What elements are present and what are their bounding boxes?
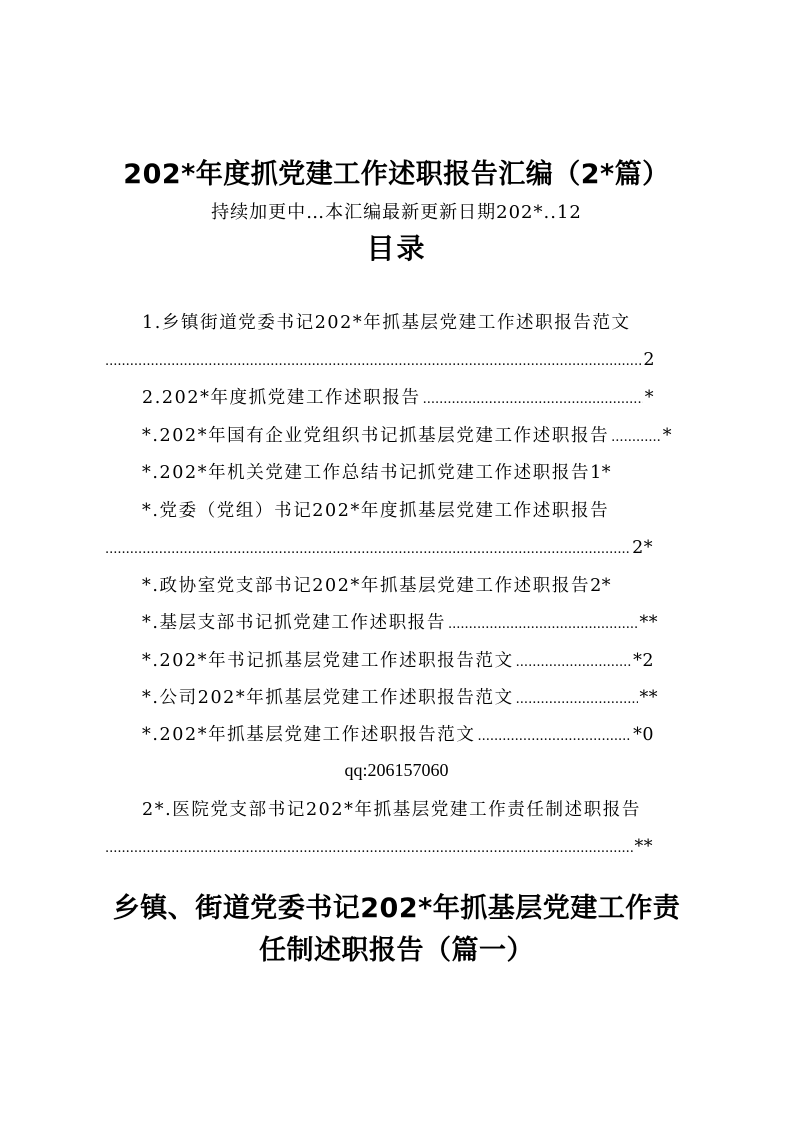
section-title — [60, 888, 733, 972]
toc-leader-dots — [105, 539, 630, 561]
toc-entry-continuation[interactable] — [103, 349, 655, 373]
update-note: 持续加更中…本汇编最新更新日期202*..12 — [211, 202, 582, 223]
toc-page-number: 2* — [590, 576, 611, 596]
toc-entry[interactable] — [142, 425, 672, 449]
toc-page-number: * — [644, 388, 654, 408]
toc-leader-dots — [516, 689, 638, 711]
toc-entry[interactable] — [142, 612, 658, 636]
toc-entry[interactable] — [142, 687, 658, 711]
toc-leader-dots — [105, 838, 633, 860]
toc-entry[interactable] — [142, 650, 654, 674]
toc-entry-text: *.202*年书记抓基层党建工作述职报告范文 — [142, 651, 514, 671]
toc-entry-continuation[interactable] — [103, 836, 653, 860]
toc-entry[interactable] — [142, 387, 654, 411]
toc-entry-text: *.党委（党组）书记202*年度抓基层党建工作述职报告 — [142, 501, 610, 521]
toc-entry-text: 1.乡镇街道党委书记202*年抓基层党建工作述职报告范文 — [142, 313, 631, 333]
toc-entry-text: 2*.医院党支部书记202*年抓基层党建工作责任制述职报告 — [142, 800, 641, 820]
toc-page-number: * — [662, 426, 672, 446]
toc-page-number: *0 — [633, 725, 654, 745]
toc-page-number: ** — [634, 837, 653, 857]
section-title-line: 任制述职报告（篇一） — [259, 935, 534, 966]
toc-entry-text: 2.202*年度抓党建工作述职报告 — [142, 388, 421, 408]
section-title-line: 乡镇、街道党委书记202*年抓基层党建工作责 — [112, 893, 681, 924]
toc-leader-dots — [423, 389, 643, 411]
toc-entry-text: *.202*年抓基层党建工作述职报告范文 — [142, 725, 476, 745]
toc-entry[interactable] — [142, 462, 660, 484]
toc-page-number: 2 — [643, 350, 655, 370]
toc-page-number: *2 — [633, 651, 654, 671]
toc-entry[interactable] — [142, 724, 654, 748]
toc-entry-text: *.政协室党支部书记202*年抓基层党建工作述职报告 — [142, 576, 591, 596]
document-title: 202*年度抓党建工作述职报告汇编（2*篇） — [123, 159, 670, 190]
toc-page-number: ** — [639, 688, 658, 708]
toc-entry[interactable] — [142, 500, 609, 522]
qq-contact: qq:206157060 — [344, 760, 449, 780]
toc-entry[interactable] — [142, 799, 641, 821]
toc-entry[interactable] — [142, 575, 662, 597]
toc-heading: 目录 — [366, 232, 427, 265]
toc-leader-dots — [448, 614, 637, 636]
toc-leader-dots — [105, 351, 641, 373]
toc-entry-text: *.202*年国有企业党组织书记抓基层党建工作述职报告 — [142, 426, 610, 446]
toc-entry[interactable] — [142, 312, 631, 334]
toc-leader-dots — [477, 726, 631, 748]
toc-page-number: 1* — [590, 463, 611, 483]
toc-entry-text: *.基层支部书记抓党建工作述职报告 — [142, 613, 447, 633]
toc-entry-continuation[interactable] — [103, 537, 653, 561]
toc-leader-dots — [611, 427, 661, 449]
toc-page-number: 2* — [632, 538, 653, 558]
toc-page-number: ** — [639, 613, 658, 633]
toc-leader-dots — [516, 652, 631, 674]
toc-entry-text: *.公司202*年抓基层党建工作述职报告范文 — [142, 688, 514, 708]
toc-entry-text: *.202*年机关党建工作总结书记抓党建工作述职报告 — [142, 463, 591, 483]
